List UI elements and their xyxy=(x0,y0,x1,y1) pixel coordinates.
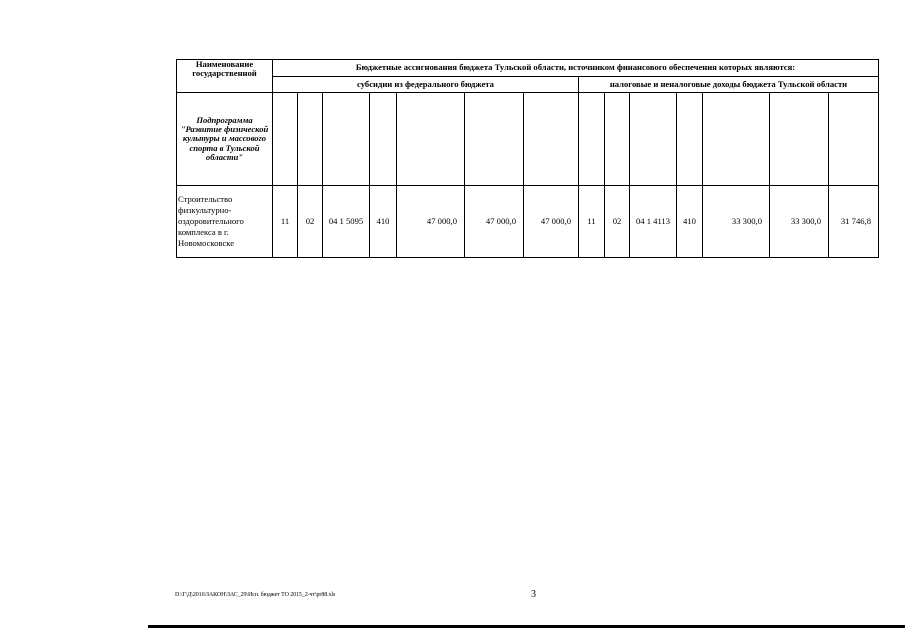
regional-amount-2: 33 300,0 xyxy=(770,186,829,258)
empty-cell xyxy=(770,93,829,186)
empty-cell xyxy=(298,93,323,186)
regional-target-article: 04 1 4113 xyxy=(630,186,677,258)
empty-cell xyxy=(579,93,605,186)
federal-target-article: 04 1 5095 xyxy=(323,186,370,258)
header-name xyxy=(177,60,273,93)
regional-section-code: 11 xyxy=(579,186,605,258)
file-path: D:\Г\Д\2016\ЗАКОН\ЗАС_29\Исп. бюджет ТО 2015_2-чт\pr88.xls xyxy=(175,592,336,598)
federal-expense-type: 410 xyxy=(370,186,397,258)
regional-amount-3: 31 746,8 xyxy=(829,186,879,258)
empty-cell xyxy=(605,93,630,186)
object-name: Строительство физкультурно-оздоровительного комплекса в г. Новомосковске xyxy=(177,186,273,258)
empty-cell xyxy=(677,93,703,186)
empty-cell xyxy=(703,93,770,186)
header-name-line-1: Наименование xyxy=(195,59,254,69)
header-budget-sources: Бюджетные ассигнования бюджета Тульской области, источником финансового обеспечения которых являются: xyxy=(273,60,879,77)
federal-amount-1: 47 000,0 xyxy=(397,186,465,258)
header-federal-subsidies: субсидии из федерального бюджета xyxy=(273,76,579,93)
federal-amount-2: 47 000,0 xyxy=(465,186,524,258)
empty-cell xyxy=(273,93,298,186)
empty-cell xyxy=(323,93,370,186)
empty-cell xyxy=(829,93,879,186)
budget-table xyxy=(176,59,879,258)
empty-cell xyxy=(397,93,465,186)
table-row xyxy=(177,186,879,258)
page-number: 3 xyxy=(531,589,536,600)
empty-cell xyxy=(465,93,524,186)
empty-cell xyxy=(524,93,579,186)
regional-subsection-code: 02 xyxy=(605,186,630,258)
subprogram-title: Подпрограмма "Развитие физической культуры и массового спорта в Тульской области" xyxy=(177,93,273,186)
regional-expense-type: 410 xyxy=(677,186,703,258)
empty-cell xyxy=(370,93,397,186)
federal-amount-3: 47 000,0 xyxy=(524,186,579,258)
regional-amount-1: 33 300,0 xyxy=(703,186,770,258)
empty-cell xyxy=(630,93,677,186)
federal-subsection-code: 02 xyxy=(298,186,323,258)
header-name-line-2: государственной xyxy=(192,68,257,79)
header-regional-revenues: налоговые и неналоговые доходы бюджета Тульской области xyxy=(579,76,879,93)
bottom-rule xyxy=(148,625,905,628)
federal-section-code: 11 xyxy=(273,186,298,258)
